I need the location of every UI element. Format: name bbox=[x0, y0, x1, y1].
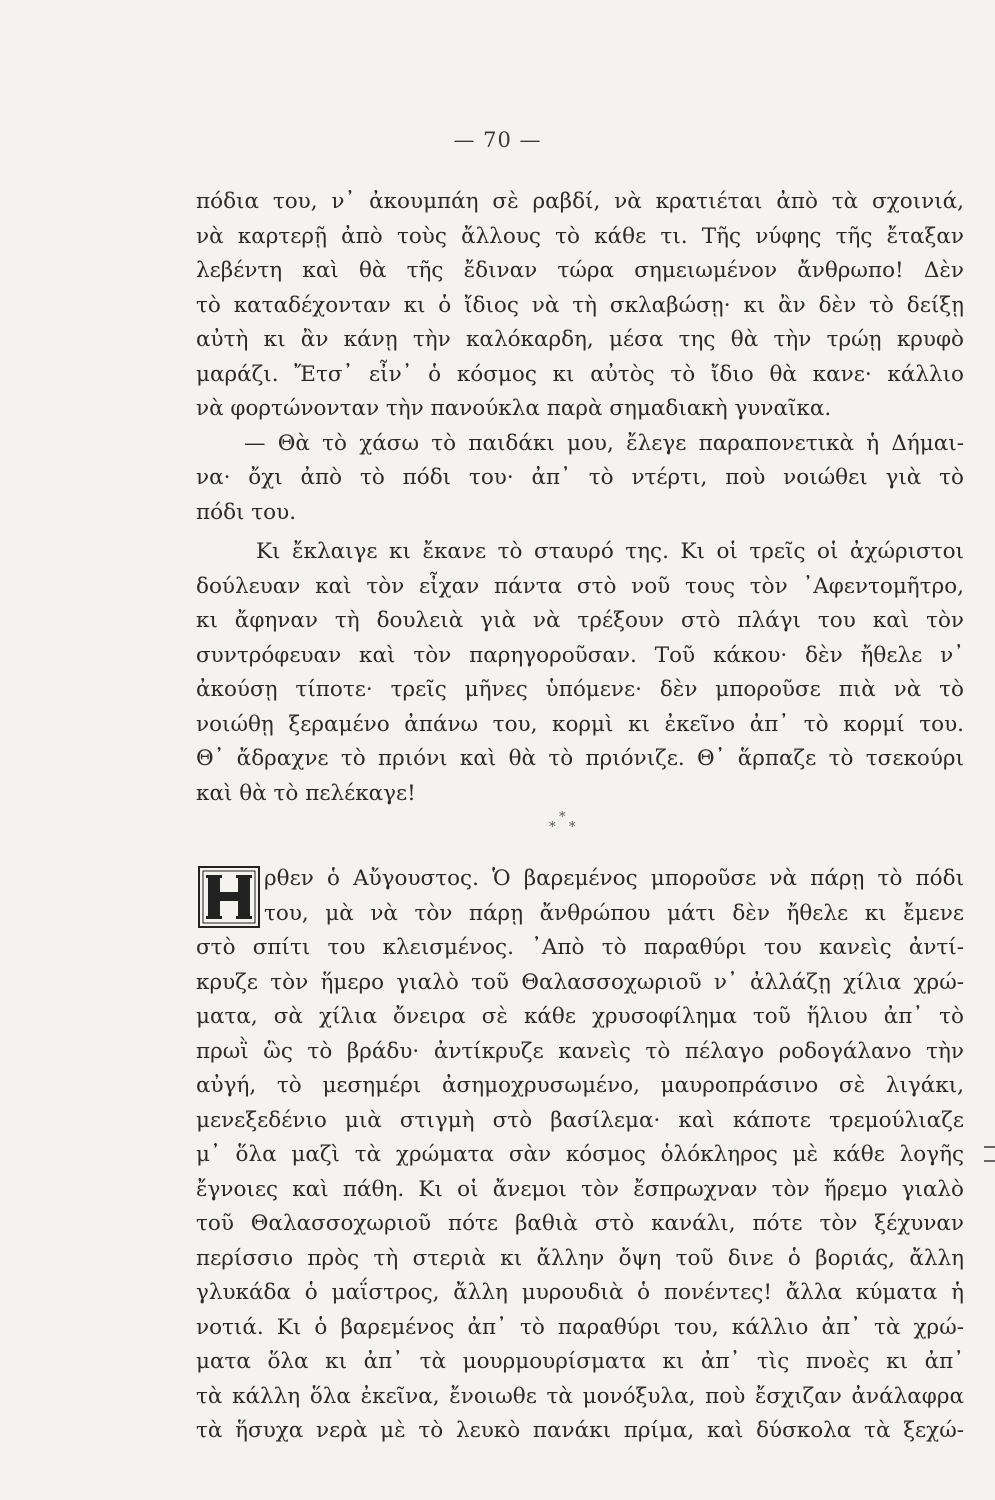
text-line: νοιώθῃ ξεραμένο ἀπάνω του, κορμὶ κι ἐκεῖνο ἀπ᾿ τὸ κορμί του. bbox=[196, 711, 964, 737]
text-line: νὰ φορτώνονταν τὴν πανούκλα παρὰ σημαδιακὴ γυναῖκα. bbox=[196, 396, 832, 421]
text-line: κρυζε τὸν ἥμερο γιαλὸ τοῦ Θαλασσοχωριοῦ ν᾿ ἀλλάζῃ χίλια χρώ- bbox=[196, 969, 964, 995]
text-line: τὸ καταδέχονταν κι ὁ ἴδιος νὰ τὴ σκλαβώσῃ· κι ἂν δὲν τὸ δείξῃ bbox=[196, 292, 964, 318]
text-line: λεβέντη καὶ θὰ τῆς ἔδιναν τώρα σημειωμένον ἄνθρωπο! Δὲν bbox=[196, 258, 964, 283]
text-line: πόδια του, ν᾿ ἀκουμπάη σὲ ραβδί, νὰ κρατιέται ἀπὸ τὰ σχοινιά, bbox=[196, 189, 964, 214]
asterisk-top: * bbox=[559, 810, 566, 825]
text-line: στὸ σπίτι του κλεισμένος. ᾿Απὸ τὸ παραθύρι του κανεὶς ἀντί- bbox=[196, 935, 964, 960]
paragraph-2 bbox=[196, 535, 964, 811]
text-line: ἀκούσῃ τίποτε· τρεῖς μῆνες ὑπόμενε· δὲν μποροῦσε πιὰ νὰ τὸ bbox=[196, 677, 964, 702]
text-line: μαράζι. Ἔτσ᾿ εἶν᾿ ὁ κόσμος κι αὐτὸς τὸ ἴδιο θὰ κανε· κάλλιο bbox=[196, 361, 964, 387]
text-line: περίσσιο πρὸς τὴ στεριὰ κι ἄλλην ὄψη τοῦ δινε ὁ βοριάς, ἄλλη bbox=[196, 1245, 964, 1271]
text-line: Θ᾿ ἄδραχνε τὸ πριόνι καὶ θὰ τὸ πριόνιζε. Θ᾿ ἅρπαζε τὸ τσεκούρι bbox=[196, 746, 964, 771]
dialogue-line: — Θὰ τὸ χάσω τὸ παιδάκι μου, ἔλεγε παραπονετικὰ ἡ Δήμαι- bbox=[244, 430, 964, 456]
text-line: ἔγνοιες καὶ πάθη. Κι οἱ ἄνεμοι τὸν ἔσπρωχναν τὸν ἥρεμο γιαλὸ bbox=[196, 1176, 964, 1202]
dialogue-line: πόδι του. bbox=[196, 499, 297, 525]
text-line: μενεξεδένιο μιὰ στιγμὴ στὸ βασίλεμα· καὶ κάποτε τρεμούλιαζε bbox=[196, 1107, 964, 1133]
dialogue-line: να· ὄχι ἀπὸ τὸ πόδι του· ἀπ᾿ τὸ ντέρτι, ποὺ νοιώθει γιὰ τὸ bbox=[196, 465, 964, 490]
text-line: νοτιά. Κι ὁ βαρεμένος ἀπ᾿ τὸ παραθύρι του, κάλλιο ἀπ᾿ τὰ χρώ- bbox=[196, 1314, 964, 1340]
text-line: συντρόφευαν καὶ τὸν παρηγοροῦσαν. Τοῦ κάκου· δὲν ἤθελε ν᾿ bbox=[196, 642, 964, 668]
text-line: αὐγή, τὸ μεσημέρι ἀσημοχρυσωμένο, μαυροπράσινο σὲ λιγάκι, bbox=[196, 1073, 964, 1098]
text-line: καὶ θὰ τὸ πελέκαγε! bbox=[196, 780, 416, 806]
page-number: — 70 — bbox=[453, 128, 542, 152]
paragraph-3 bbox=[196, 862, 964, 1449]
text-line: τὰ κάλλη ὅλα ἐκεῖνα, ἔνοιωθε τὰ μονόξυλα, ποὺ ἔσχιζαν ἀνάλαφρα bbox=[196, 1383, 964, 1409]
text-line: πρωῒ ὣς τὸ βράδυ· ἀντίκρυζε κανεὶς τὸ πέλαγο ροδογάλανο τὴν bbox=[196, 1038, 964, 1064]
asterisk-right: * bbox=[569, 820, 576, 835]
text-line: τοῦ Θαλασσοχωριοῦ πότε βαθιὰ στὸ κανάλι, πότε τὸν ξέχυναν bbox=[196, 1211, 964, 1236]
text-line: αὐτὴ κι ἂν κάνῃ τὴν καλόκαρδη, μέσα της θὰ τὴν τρώῃ κρυφὸ bbox=[196, 327, 964, 352]
text-line: τὰ ἥσυχα νερὰ μὲ τὸ λευκὸ πανάκι πρίμα, καὶ δύσκολα τὰ ξεχώ- bbox=[196, 1418, 964, 1443]
text-line: νὰ καρτερῇ ἀπὸ τοὺς ἄλλους τὸ κάθε τι. Τῆς νύφης τῆς ἔταξαν bbox=[196, 223, 964, 249]
text-line: ρθεν ὁ Αὔγουστος. Ὁ βαρεμένος μποροῦσε νὰ πάρῃ τὸ πόδι bbox=[264, 866, 964, 891]
section-break-asterism bbox=[545, 810, 585, 840]
text-line: κι ἄφηναν τὴ δουλειὰ γιὰ νὰ τρέξουν στὸ πλάγι του καὶ τὸν bbox=[196, 608, 964, 633]
paragraph-1 bbox=[196, 185, 964, 530]
text-line: ματα, σὰ χίλια ὄνειρα σὲ κάθε χρυσοφίλημα τοῦ ἥλιου ἀπ᾿ τὸ bbox=[196, 1004, 964, 1029]
margin-mark bbox=[984, 1146, 995, 1162]
asterisk-left: * bbox=[549, 820, 556, 835]
text-line: ματα ὅλα κι ἀπ᾿ τὰ μουρμουρίσματα κι ἀπ᾿ τὶς πνοὲς κι ἀπ᾿ bbox=[196, 1349, 964, 1374]
text-line: μ᾿ ὅλα μαζὶ τὰ χρώματα σὰν κόσμος ὁλόκληρος μὲ κάθε λογῆς bbox=[196, 1142, 964, 1167]
text-line: Κι ἔκλαιγε κι ἔκανε τὸ σταυρό της. Κι οἱ τρεῖς οἱ ἀχώριστοι bbox=[256, 539, 964, 564]
text-line: του, μὰ νὰ τὸν πάρῃ ἄνθρώπου μάτι δὲν ἤθελε κι ἔμενε bbox=[264, 900, 964, 926]
text-line: δούλευαν καὶ τὸν εἶχαν πάντα στὸ νοῦ τους τὸν ᾿Αφεντομῆτρο, bbox=[196, 573, 964, 599]
text-line: γλυκάδα ὁ μαΐστρος, ἄλλη μυρουδιὰ ὁ πονέντες! ἄλλα κύματα ἡ bbox=[196, 1280, 964, 1305]
